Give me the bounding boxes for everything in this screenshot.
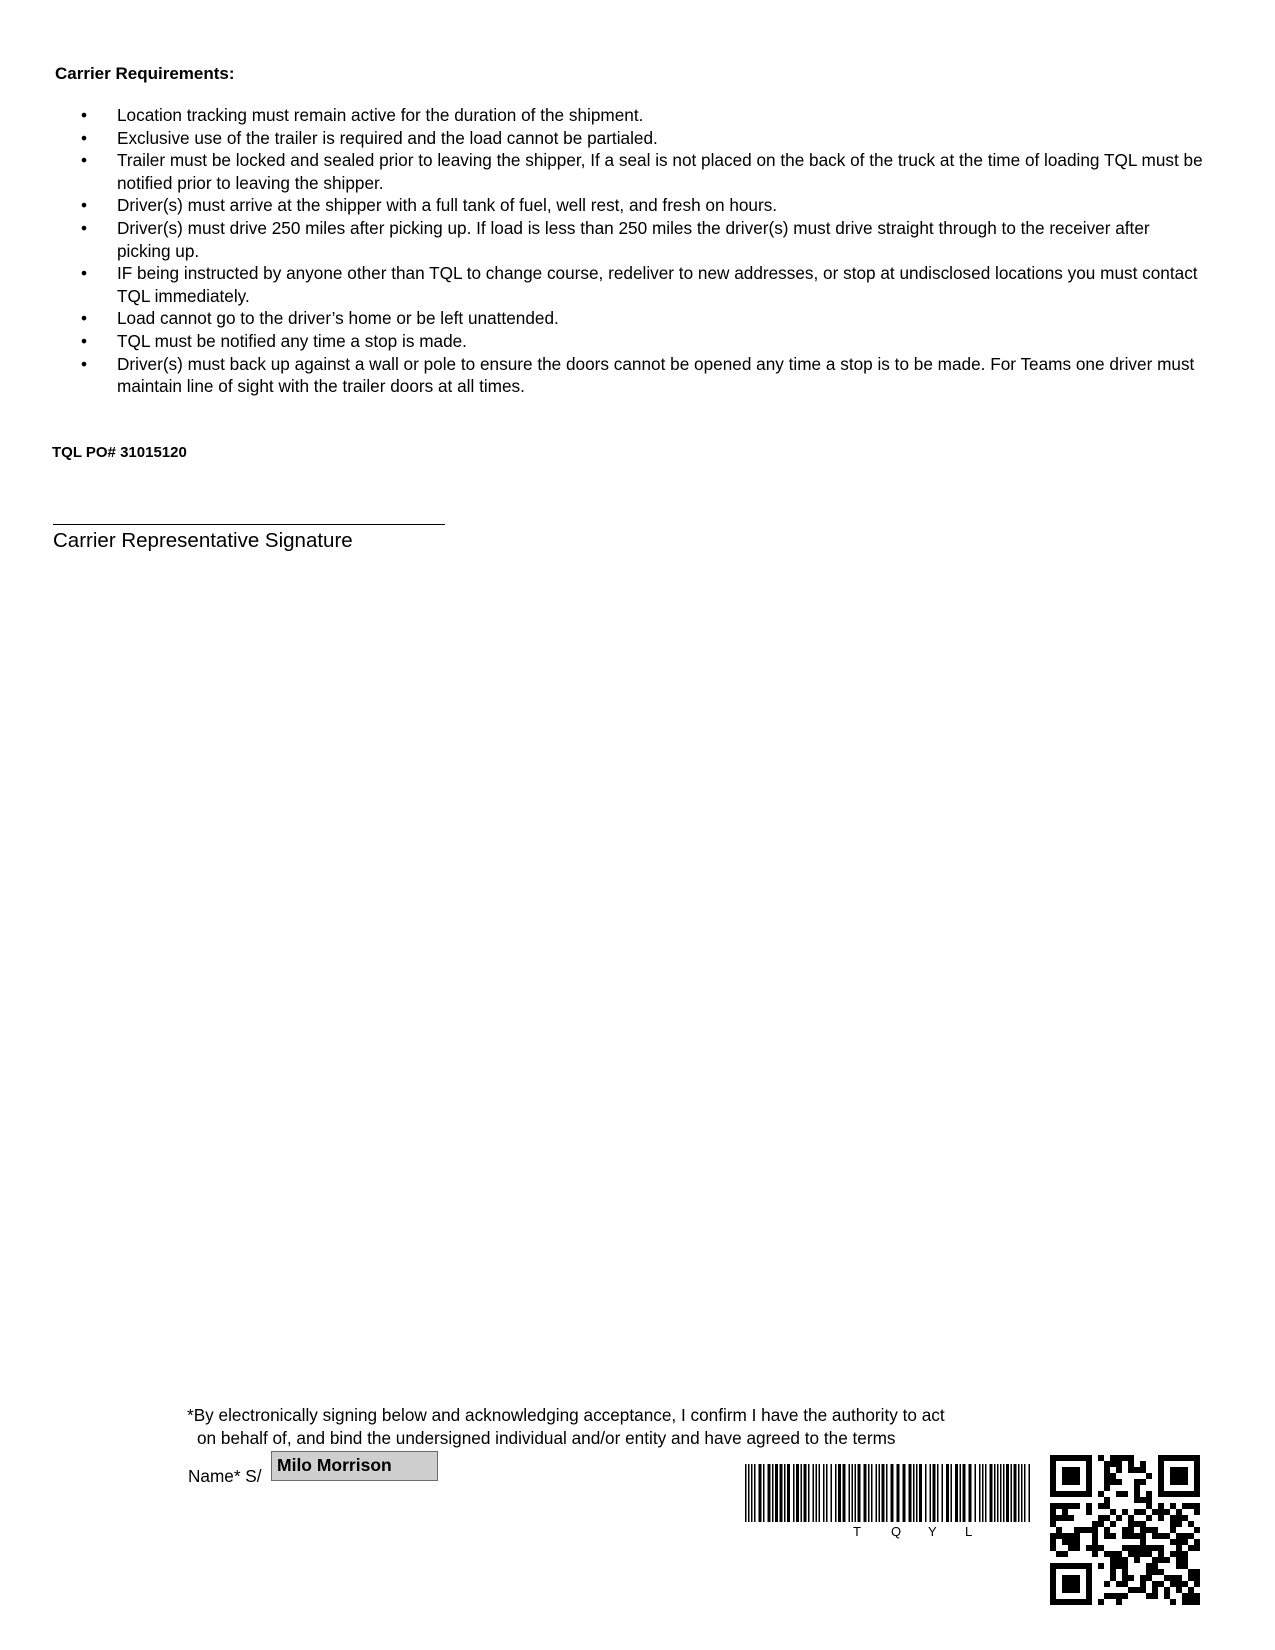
- requirement-text: Trailer must be locked and sealed prior to leaving the shipper, If a seal is not placed on the back of the truck at the time of loading TQL must be notified prior to leaving the shipper.: [117, 150, 1203, 193]
- requirement-text: Driver(s) must arrive at the shipper with a full tank of fuel, well rest, and fresh on hours.: [117, 195, 778, 216]
- requirement-text: Exclusive use of the trailer is required and the load cannot be partialed.: [117, 127, 658, 148]
- bullet: •: [81, 330, 88, 351]
- bullet: •: [81, 217, 88, 238]
- signature-line[interactable]: [53, 524, 445, 525]
- po-number: [52, 444, 187, 461]
- requirement-item: [0, 307, 1207, 330]
- requirement-item: [0, 217, 1207, 262]
- requirement-text: Location tracking must remain active for the duration of the shipment.: [117, 105, 644, 125]
- requirements-list: [0, 104, 1275, 398]
- requirement-text: Driver(s) must back up against a wall or pole to ensure the doors cannot be opened any time a stop is to be made. For Teams one driver must maintain line of sight with the trailer doors at all times.: [117, 353, 1195, 397]
- bullet: •: [81, 105, 88, 125]
- requirement-text: Driver(s) must drive 250 miles after picking up. If load is less than 250 miles the driver(s) must drive straight through to the receiver after picking up.: [117, 217, 1150, 261]
- po-label: TQL PO#: [52, 444, 116, 461]
- barcode-char: L: [965, 1524, 973, 1539]
- acknowledgement-line: *By electronically signing below and acknowledging acceptance, I confirm I have the authority to act: [187, 1405, 945, 1425]
- bullet: •: [81, 263, 88, 284]
- requirement-text: TQL must be notified any time a stop is made.: [117, 330, 467, 351]
- barcode-char: Q: [891, 1524, 902, 1539]
- bullet: •: [81, 195, 88, 216]
- bullet: •: [81, 353, 88, 374]
- signature-label: Carrier Representative Signature: [53, 529, 353, 552]
- barcode-char: Y: [928, 1524, 937, 1539]
- requirement-item: [0, 194, 1207, 217]
- requirement-item: [0, 353, 1207, 398]
- name-label: Name* S/: [188, 1466, 262, 1486]
- bullet: •: [81, 150, 88, 171]
- requirement-item: [0, 330, 1207, 353]
- bullet: •: [81, 127, 88, 148]
- requirement-item: [0, 262, 1207, 307]
- barcode: [745, 1464, 1035, 1522]
- acknowledgement-line: on behalf of, and bind the undersigned individual and/or entity and have agreed to the terms: [197, 1427, 896, 1448]
- po-value: 31015120: [120, 444, 187, 461]
- qr-code: [1050, 1455, 1200, 1605]
- requirement-text: IF being instructed by anyone other than TQL to change course, redeliver to new addresses, or stop at undisclosed locations you must contact TQL immediately.: [117, 263, 1198, 306]
- barcode-text: [745, 1524, 1035, 1542]
- name-signature-field[interactable]: Milo Morrison: [271, 1451, 438, 1481]
- acknowledgement-text: [187, 1404, 945, 1449]
- requirements-heading: Carrier Requirements:: [55, 64, 235, 83]
- requirement-item: [0, 149, 1207, 194]
- requirement-item: [0, 104, 1207, 127]
- barcode-char: T: [853, 1524, 861, 1539]
- bullet: •: [81, 308, 88, 329]
- requirement-item: [0, 127, 1207, 150]
- requirement-text: Load cannot go to the driver’s home or be left unattended.: [117, 308, 559, 329]
